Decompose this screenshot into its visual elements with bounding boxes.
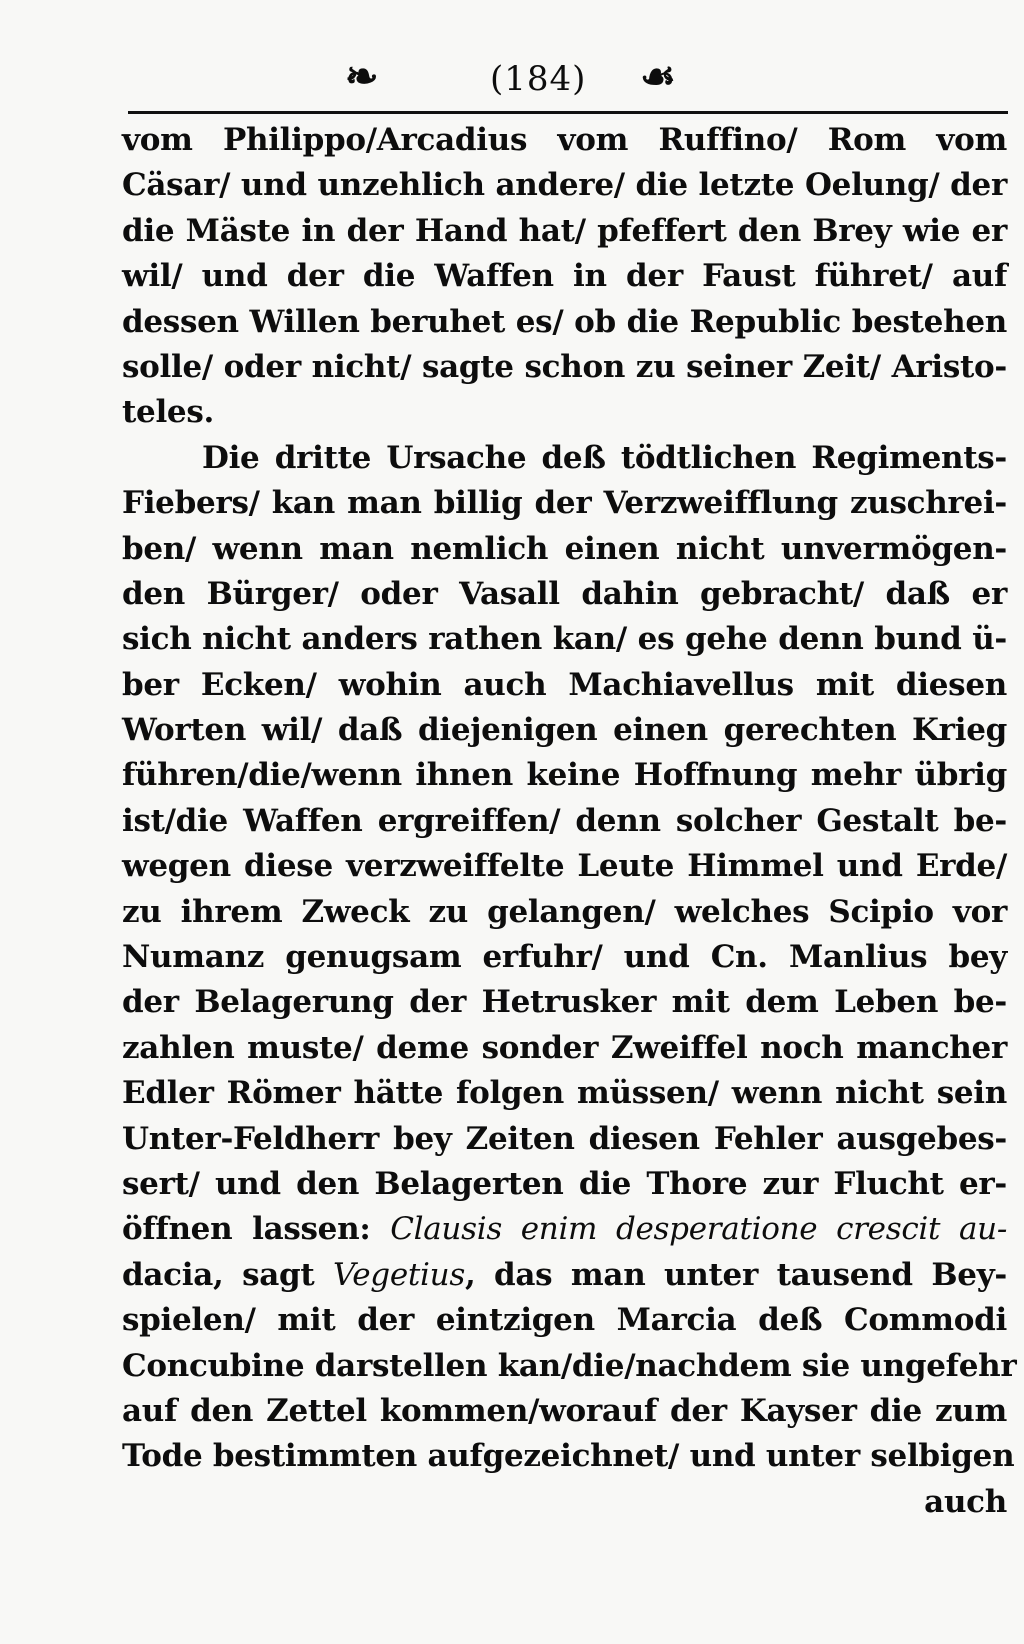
text-line: wegen diese verzweiffelte Leute Himmel und Erde/ bbox=[122, 848, 1007, 885]
ornament-left-icon: ❧ bbox=[345, 53, 379, 100]
text-line: dessen Willen beruhet es/ ob die Republic bestehen bbox=[122, 303, 1007, 340]
text-line: ben/ wenn man nemlich einen nicht unvermögen- bbox=[122, 530, 1007, 567]
text-line: vom Philippo/Arcadius vom Ruffino/ Rom vom bbox=[122, 122, 1007, 158]
text-line: der Belagerung der Hetrusker mit dem Leben be- bbox=[122, 984, 1007, 1021]
text-line: Fiebers/ kan man billig der Verzweifflung zuschrei- bbox=[122, 485, 1007, 522]
text-line-author bbox=[122, 1253, 1007, 1298]
catchword: auch bbox=[924, 1483, 1007, 1520]
latin-quote: Clausis enim desperatione crescit au- bbox=[390, 1211, 1007, 1248]
ornament-right-icon: ☙ bbox=[640, 53, 676, 100]
text-line: Cäsar/ und unzehlich andere/ die letzte Oelung/ der bbox=[122, 167, 1007, 204]
text-fragment: , das man unter tausend Bey- bbox=[464, 1256, 1007, 1293]
text-line: Numanz genugsam erfuhr/ und Cn. Manlius bey bbox=[122, 939, 1007, 976]
text-line: teles. bbox=[122, 394, 214, 431]
text-line: führen/die/wenn ihnen keine Hoffnung mehr übrig bbox=[122, 757, 1007, 794]
text-line: spielen/ mit der eintzigen Marcia deß Commodi bbox=[122, 1302, 1007, 1339]
text-line: Concubine darstellen kan/die/nachdem sie ungefehr bbox=[122, 1347, 1017, 1384]
text-line: zahlen muste/ deme sonder Zweiffel noch mancher bbox=[122, 1029, 1007, 1066]
text-line: sert/ und den Belagerten die Thore zur Flucht er- bbox=[122, 1165, 1007, 1202]
text-line: den Bürger/ oder Vasall dahin gebracht/ daß er bbox=[122, 575, 1007, 612]
text-fragment: dacia, sagt bbox=[122, 1256, 333, 1293]
text-line-latin-quote bbox=[122, 1207, 1007, 1252]
body-text bbox=[122, 118, 1017, 1525]
text-line: ist/die Waffen ergreiffen/ denn solcher Gestalt be- bbox=[122, 802, 1007, 839]
text-line: Worten wil/ daß diejenigen einen gerechten Krieg bbox=[122, 712, 1007, 749]
text-line: Unter-Feldherr bey Zeiten diesen Fehler ausgebes- bbox=[122, 1120, 1007, 1157]
page-number: (184) bbox=[490, 59, 587, 99]
text-line: zu ihrem Zweck zu gelangen/ welches Scipio vor bbox=[122, 893, 1007, 930]
text-line: Tode bestimmten aufgezeichnet/ und unter selbigen bbox=[122, 1438, 1015, 1475]
text-line: solle/ oder nicht/ sagte schon zu seiner Zeit/ Aristo- bbox=[122, 348, 1007, 385]
author-name: Vegetius bbox=[333, 1256, 465, 1293]
paragraph-start: Die dritte Ursache deß tödtlichen Regiments- bbox=[202, 439, 1007, 476]
page-header bbox=[120, 52, 1020, 102]
text-line: ber Ecken/ wohin auch Machiavellus mit diesen bbox=[122, 666, 1007, 703]
text-line: die Mäste in der Hand hat/ pfeffert den Brey wie er bbox=[122, 212, 1007, 249]
text-line: auf den Zettel kommen/worauf der Kayser die zum bbox=[122, 1392, 1007, 1429]
text-line: sich nicht anders rathen kan/ es gehe denn bund ü- bbox=[122, 621, 1007, 658]
text-line: Edler Römer hätte folgen müssen/ wenn nicht sein bbox=[122, 1075, 1007, 1112]
header-rule bbox=[128, 111, 1008, 114]
text-fragment: öffnen lassen: bbox=[122, 1211, 391, 1248]
text-line: wil/ und der die Waffen in der Faust führet/ auf bbox=[122, 258, 1007, 295]
